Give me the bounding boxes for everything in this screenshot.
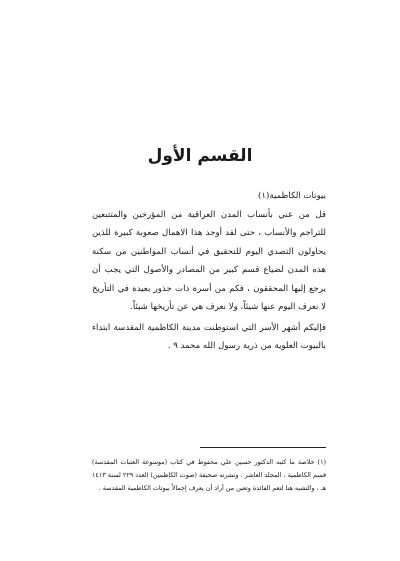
section-title: القسم الأول [147, 146, 253, 166]
footnote-text: (١) خلاصة ما كتبه الدكتور حسين علي محفوظ في كتاب (موسوعة العتبات المقدسة) قسم الكاظمية ، المجلد العاشر . ونشرته صحيفة (صوت الكاظمين) العدد ٢٢٩ لسنة ١٤١٣ هـ ، والتشبه هنا لتعم الفائدة وتعين من أراد أن يعرف إجمالاً بيوتات الكاظمية المقدسة . [92, 458, 327, 492]
paragraph-2: فإليكم أشهر الأسر التي استوطنت مدينة الكاظمية المقدسة ابتداء بالبيوت العلوية من ذرية رسول الله محمد ٩ . [92, 322, 326, 351]
main-text [92, 187, 326, 356]
footnote [92, 456, 326, 495]
paragraph-1: قل من عني بأنساب المدن العراقية من المؤرخين والمتتبعين للتراجم والأنساب ، حتى لقد أوجد هذا الاهمال صعوبة كبيرة للذين يحاولون التصدي اليوم للتحقيق في أنساب المواطنين من سكنة هذه المدن لضياع قسم كبير من المصادر والأصول التي يجب أن يرجع إليها المحققون ، فكم من أسرة ذات جذور بعيدة في التأريخ لا نعرف اليوم عنها شيئاً، ولا نعرف هي عن تأريخها شيئاً. [92, 209, 326, 312]
footnote-divider [200, 447, 326, 448]
subsection-heading: بيوتات الكاظمية(١) [258, 191, 326, 201]
